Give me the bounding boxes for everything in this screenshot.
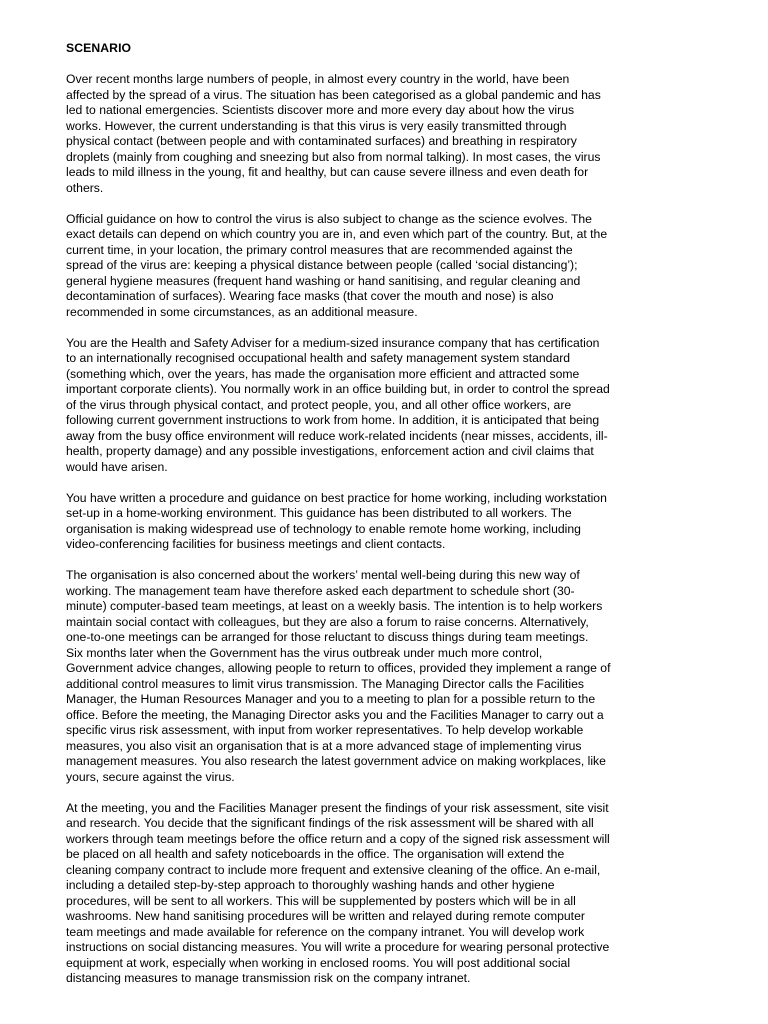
paragraph-line: to an internationally recognised occupational health and safety management system standard — [66, 351, 571, 365]
paragraph-line: equipment at work, especially when working in enclosed rooms. You will post additional social — [66, 955, 571, 970]
paragraph-line: minute) computer-based team meetings, at least on a weekly basis. The intention is to help workers — [66, 599, 603, 613]
paragraph-line: yours, secure against the virus. — [66, 769, 235, 784]
paragraph-line: health, property damage) and any possible investigations, enforcement action and civil claims that — [66, 444, 594, 458]
paragraph-line: works. However, the current understanding is that this virus is very easily transmitted through — [66, 118, 567, 133]
paragraph-line: workers through team meetings before the office return and a copy of the signed risk assessment will — [66, 831, 610, 846]
paragraph-line: working. The management team have therefore asked each department to schedule short (30- — [66, 583, 575, 598]
paragraph-4 — [66, 491, 706, 553]
paragraph-line: procedures, will be sent to all workers. This will be supplemented by posters which will be in all — [66, 893, 576, 908]
paragraph-line: Official guidance on how to control the virus is also subject to change as the science evolves. The — [66, 211, 592, 226]
paragraph-line: led to national emergencies. Scientists discover more and more every day about how the virus — [66, 103, 575, 117]
paragraph-3 — [66, 336, 706, 476]
paragraph-line: would have arisen. — [66, 459, 168, 474]
paragraph-line: decontamination of surfaces). Wearing face masks (that cover the mouth and nose) is also — [66, 289, 554, 303]
paragraph-line: specific virus risk assessment, with input from worker representatives. To help develop workable — [66, 723, 584, 737]
paragraph-line: organisation is making widespread use of technology to enable remote home working, including — [66, 521, 581, 536]
paragraph-line: one-to-one meetings can be arranged for those reluctant to discuss things during team meetings. — [66, 630, 589, 644]
paragraph-line: You have written a procedure and guidance on best practice for home working, including workstation — [66, 490, 607, 505]
paragraph-line: others. — [66, 180, 104, 195]
paragraph-line: Over recent months large numbers of people, in almost every country in the world, have been — [66, 72, 570, 86]
paragraph-line: (something which, over the years, has made the organisation more efficient and attracted some — [66, 366, 580, 381]
paragraph-line: away from the busy office environment will reduce work-related incidents (near misses, accidents, ill- — [66, 428, 608, 443]
paragraph-2 — [66, 212, 706, 321]
paragraph-line: and research. You decide that the significant findings of the risk assessment will be shared with all — [66, 816, 594, 830]
paragraph-line: video-conferencing facilities for business meetings and client contacts. — [66, 537, 446, 551]
paragraph-line: droplets (mainly from coughing and sneezing but also from normal talking). In most cases, the virus — [66, 149, 601, 164]
paragraph-line: measures, you also visit an organisation that is at a more advanced stage of implementing virus — [66, 738, 582, 753]
paragraphs-container — [66, 72, 706, 987]
paragraph-line: including a detailed step-by-step approach to thoroughly washing hands and other hygiene — [66, 878, 555, 892]
paragraph-line: set-up in a home-working environment. This guidance has been distributed to all workers. The — [66, 506, 572, 520]
paragraph-line: cleaning company contract to include more frequent and extensive cleaning of the office. An e-mail, — [66, 862, 601, 877]
paragraph-line: physical contact (between people and with contaminated surfaces) and breathing in respiratory — [66, 134, 577, 148]
paragraph-line: Six months later when the Government has the virus outbreak under much more control, — [66, 645, 543, 660]
paragraph-line: team meetings and made available for reference on the company intranet. You will develop work — [66, 924, 585, 939]
paragraph-line: spread of the virus are: keeping a physical distance between people (called ‘social distancing’); — [66, 258, 578, 272]
paragraph-line: management measures. You also research the latest government advice on making workplaces, like — [66, 754, 606, 768]
paragraph-line: instructions on social distancing measures. You will write a procedure for wearing personal protective — [66, 940, 610, 954]
paragraph-line: additional control measures to limit virus transmission. The Managing Director calls the Facilities — [66, 676, 584, 691]
paragraph-line: You are the Health and Safety Adviser for a medium-sized insurance company that has certification — [66, 335, 600, 350]
paragraph-line: of the virus through physical contact, and protect people, you, and all other office workers, are — [66, 397, 572, 412]
paragraph-line: Manager, the Human Resources Manager and you to a meeting to plan for a possible return to the — [66, 692, 596, 706]
paragraph-line: general hygiene measures (frequent hand washing or hand sanitising, and regular cleaning and — [66, 273, 581, 288]
paragraph-line: affected by the spread of a virus. The situation has been categorised as a global pandemic and has — [66, 87, 601, 102]
paragraph-line: washrooms. New hand sanitising procedures will be written and relayed during remote computer — [66, 909, 585, 923]
paragraph-line: leads to mild illness in the young, fit and healthy, but can cause severe illness and even death for — [66, 165, 589, 179]
paragraph-line: important corporate clients). You normally work in an office building but, in order to control the spread — [66, 382, 610, 396]
paragraph-line: following current government instructions to work from home. In addition, it is anticipated that being — [66, 413, 600, 427]
paragraph-line: The organisation is also concerned about the workers’ mental well-being during this new way of — [66, 568, 580, 582]
paragraph-line: be placed on all health and safety noticeboards in the office. The organisation will extend the — [66, 847, 565, 861]
paragraph-line: current time, in your location, the primary control measures that are recommended against the — [66, 242, 573, 257]
paragraph-1 — [66, 72, 706, 196]
paragraph-line: distancing measures to manage transmission risk on the company intranet. — [66, 971, 471, 985]
paragraph-line: office. Before the meeting, the Managing Director asks you and the Facilities Manager to carry out a — [66, 707, 604, 722]
paragraph-line: maintain social contact with colleagues, but they are also a forum to raise concerns. Alternatively, — [66, 614, 589, 629]
paragraph-line: At the meeting, you and the Facilities Manager present the findings of your risk assessment, site visit — [66, 800, 609, 815]
paragraph-6 — [66, 801, 706, 987]
paragraph-line: Government advice changes, allowing people to return to offices, provided they implement a range of — [66, 661, 611, 675]
paragraph-line: recommended in some circumstances, as an additional measure. — [66, 304, 418, 319]
paragraph-5 — [66, 568, 706, 785]
document-page — [66, 41, 706, 1002]
scenario-heading: SCENARIO — [66, 41, 132, 55]
paragraph-line: exact details can depend on which country you are in, and even which part of the country. But, at the — [66, 227, 608, 241]
